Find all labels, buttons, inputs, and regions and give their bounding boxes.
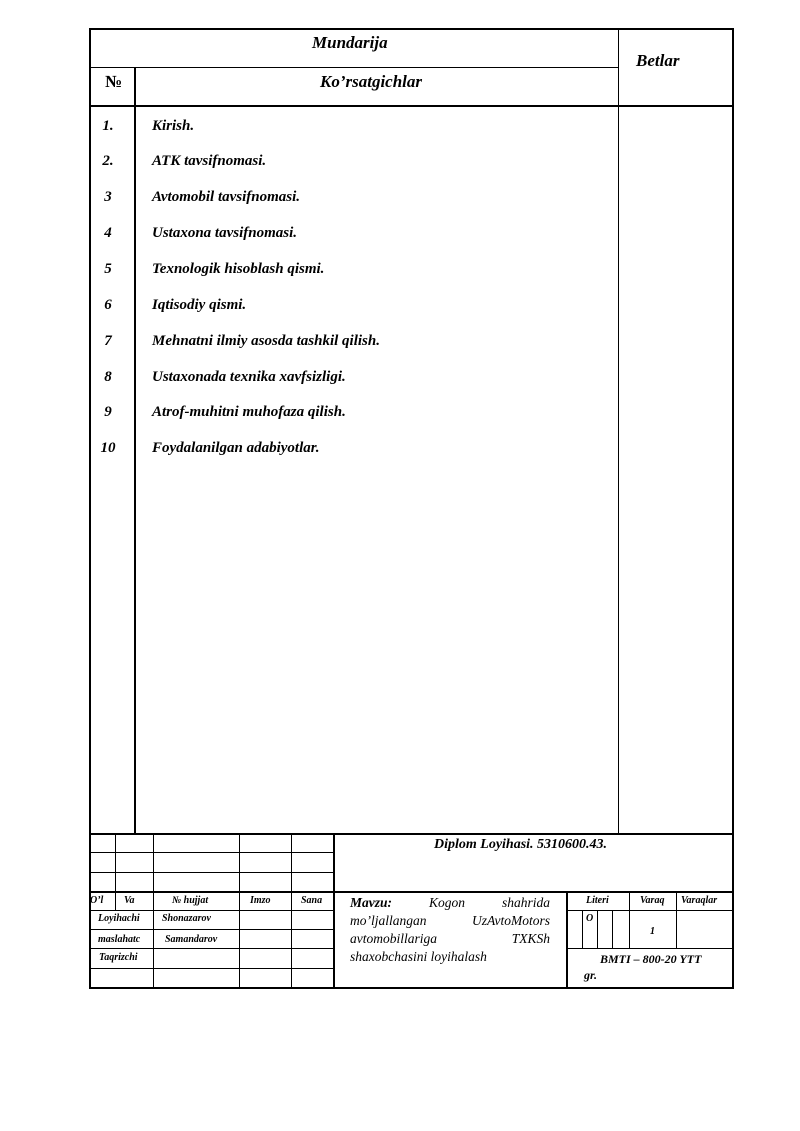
col-doc-no: № hujjat (172, 895, 209, 906)
row-number: 1. (102, 118, 114, 134)
stamp-vline (597, 910, 598, 948)
frame-left (89, 28, 91, 989)
frame-top (89, 28, 734, 30)
number-column-divider (134, 68, 136, 834)
row-number: 7 (104, 333, 112, 349)
stamp-line (89, 891, 734, 893)
stamp-line (89, 929, 334, 930)
row-number: 3 (104, 189, 112, 205)
stamp-line (89, 852, 334, 853)
stamp-line (567, 910, 734, 911)
header-divider-lower (89, 105, 734, 107)
row-number: 10 (100, 440, 116, 456)
stamp-line (567, 948, 734, 949)
col-va: Va (124, 895, 135, 906)
stamp-vline (676, 891, 677, 948)
topic-label: Mavzu: (350, 895, 393, 910)
row-title: Ustaxona tavsifnomasi. (152, 225, 298, 241)
row-title: Texnologik hisoblash qismi. (152, 261, 325, 277)
row-title: Foydalanilgan adabiyotlar. (152, 440, 320, 456)
col-date: Sana (301, 895, 323, 906)
group-code: BMTI – 800-20 YTT (600, 952, 702, 966)
row-title: Ustaxonada texnika xavfsizligi. (152, 369, 346, 385)
role-advisor: maslahatc (98, 934, 141, 945)
topic-text: Kogon shahrida mo’ljallangan UzAvtoMotors avtomobillariga TXKSh shaxobchasini loyihalash (350, 895, 550, 964)
name-advisor: Samandarov (165, 934, 218, 945)
literi-value: O (586, 913, 594, 924)
row-title: Atrof-muhitni muhofaza qilish. (152, 404, 346, 420)
role-designer: Loyihachi (98, 913, 140, 924)
stamp-vline (291, 833, 292, 989)
column-indicators-header: Ko’rsatgichlar (320, 72, 423, 91)
frame-bottom (89, 987, 734, 989)
stamp-vline (333, 833, 335, 989)
pages-column-divider (618, 28, 619, 834)
literi-label: Literi (586, 895, 609, 906)
row-title: Mehnatni ilmiy asosda tashkil qilish. (152, 333, 380, 349)
stamp-vline (582, 910, 583, 948)
stamp-line (89, 910, 334, 911)
stamp-top-line (89, 833, 734, 835)
row-number: 8 (104, 369, 112, 385)
stamp-line (89, 872, 334, 873)
project-code: Diplom Loyihasi. 5310600.43. (434, 837, 608, 852)
stamp-vline (629, 891, 630, 948)
stamp-vline (153, 833, 154, 989)
row-number: 6 (104, 297, 112, 313)
topic-block (350, 894, 550, 966)
col-ol: O’l (90, 895, 104, 906)
header-divider-upper (89, 67, 619, 68)
row-title: ATK tavsifnomasi. (152, 153, 267, 169)
page-title: Mundarija (312, 33, 388, 52)
stamp-line (89, 968, 334, 969)
stamp-vline (239, 833, 240, 989)
varaq-label: Varaq (640, 895, 665, 906)
group-suffix: gr. (584, 968, 598, 982)
role-reviewer: Taqrizchi (99, 952, 138, 963)
row-number: 4 (104, 225, 112, 241)
row-number: 2. (102, 153, 114, 169)
name-designer: Shonazarov (162, 913, 211, 924)
stamp-vline (612, 910, 613, 948)
stamp-vline (115, 833, 116, 910)
frame-right (732, 28, 734, 989)
column-no-header: № (105, 72, 123, 91)
varaq-value: 1 (650, 926, 655, 937)
column-pages-header: Betlar (636, 51, 680, 70)
col-signature: Imzo (250, 895, 271, 906)
row-title: Iqtisodiy qismi. (152, 297, 247, 313)
row-title: Avtomobil tavsifnomasi. (152, 189, 301, 205)
varaqlar-label: Varaqlar (681, 895, 718, 906)
row-number: 9 (104, 404, 112, 420)
row-title: Kirish. (152, 118, 195, 134)
row-number: 5 (104, 261, 112, 277)
stamp-line (89, 948, 334, 949)
stamp-vline (566, 891, 568, 989)
